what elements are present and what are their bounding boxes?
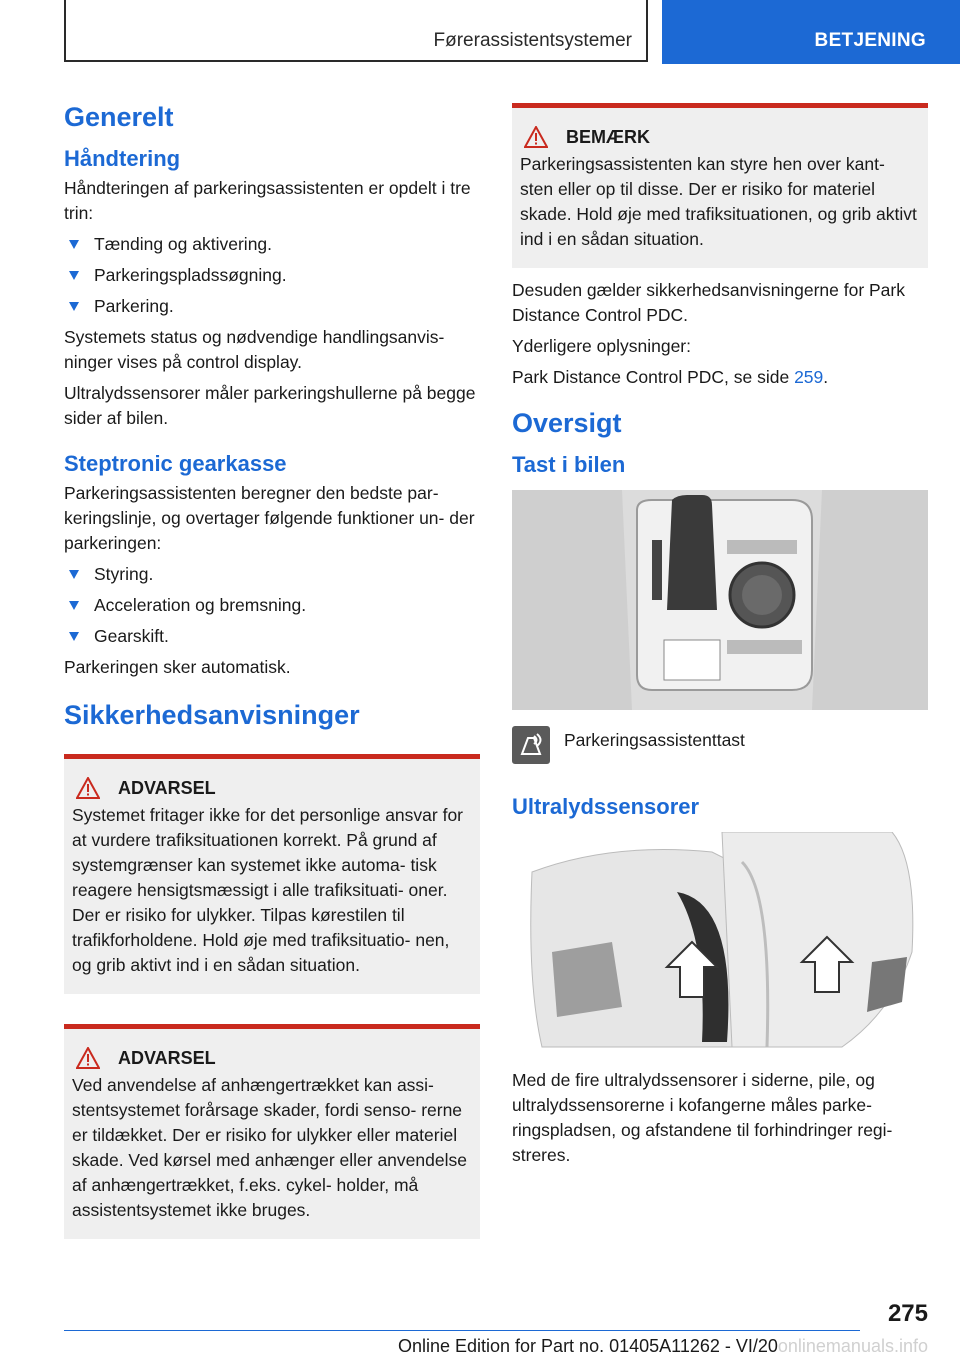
triangle-bullet-icon xyxy=(69,632,79,641)
list-item: Styring. xyxy=(64,562,480,587)
header-chapter-title: BETJENING xyxy=(814,30,926,51)
heading-generelt: Generelt xyxy=(64,102,174,132)
triangle-bullet-icon xyxy=(69,570,79,579)
paragraph: Parkeringen sker automatisk. xyxy=(64,657,291,677)
car-sensors-illustration xyxy=(512,832,928,1052)
console-image xyxy=(512,490,928,710)
paragraph: Med de fire ultralydssensorer i siderne, pile, og ultralydssensorerne i kofangerne måles parke- ringspladsen, og afstandene til forhindringer regi- streres. xyxy=(512,1070,893,1165)
warning-text: Ved anvendelse af anhængertrækket kan assi- stentsystemet forårsage skader, fordi senso- rerne er tildækket. Der er risiko for ulykker eller materiel skade. Ved kørsel med anhænger eller anvendelse af anhængertrækket, f.eks. cykel- holder, må assistentsystemet ikke bruges. xyxy=(72,1075,467,1220)
heading-tast: Tast i bilen xyxy=(512,452,626,477)
watermark: onlinemanuals.info xyxy=(777,1336,928,1356)
triangle-bullet-icon xyxy=(69,302,79,311)
note-box xyxy=(512,103,928,268)
triangle-bullet-icon xyxy=(69,271,79,280)
figure-caption xyxy=(512,726,928,764)
warning-box xyxy=(64,754,480,994)
sensors-image xyxy=(512,832,928,1052)
page-number: 275 xyxy=(887,1300,928,1327)
note-text: Parkeringsassistenten kan styre hen over kant- sten eller op til disse. Der er risiko for materiel skade. Hold øje med trafiksituationen, og grib aktivt ind i en sådan situation. xyxy=(520,154,917,249)
list-item: Gearskift. xyxy=(64,624,480,649)
paragraph: Parkeringsassistenten beregner den bedste par- keringslinje, og overtager følgende funktioner un- der parkeringen: xyxy=(64,483,475,553)
warning-text: Systemet fritager ikke for det personlige ansvar for at vurdere trafiksituationen korrekt. På grund af systemgrænser kan systemet ikke automa- tisk reagere hensigtsmæssigt i alle trafiksituati- oner. Der er risiko for ulykker. Tilpas kørestilen til trafikforholdene. Hold øje med trafiksituatio- nen, og grib aktivt ind i en sådan situation. xyxy=(72,805,464,975)
warning-triangle-icon xyxy=(524,126,548,148)
center-console-illustration xyxy=(512,490,928,710)
list-item: Parkering. xyxy=(64,294,480,319)
parking-assistant-button-icon xyxy=(512,726,550,764)
footer-divider xyxy=(64,1330,860,1331)
warning-title: ADVARSEL xyxy=(76,777,472,799)
warning-title: ADVARSEL xyxy=(76,1047,472,1069)
footer-edition: Online Edition for Part no. 01405A11262 - VI/20onlinemanuals.info xyxy=(397,1336,928,1356)
paragraph: Håndteringen af parkeringsassistenten er opdelt i tre trin: xyxy=(64,178,471,223)
triangle-bullet-icon xyxy=(69,240,79,249)
heading-ultra: Ultralydssensorer xyxy=(512,794,700,819)
heading-handtering: Håndtering xyxy=(64,146,181,171)
paragraph: Yderligere oplysninger: xyxy=(512,336,691,356)
paragraph: Desuden gælder sikkerhedsanvisningerne for Park Distance Control PDC. xyxy=(512,280,905,325)
triangle-bullet-icon xyxy=(69,601,79,610)
right-column xyxy=(512,103,928,1174)
note-title: BEMÆRK xyxy=(524,126,920,148)
caption-text: Parkeringsassistenttast xyxy=(564,730,745,750)
header-chapter-tab[interactable] xyxy=(662,0,960,64)
functions-list xyxy=(64,562,480,649)
paragraph: Systemets status og nødvendige handlingsanvis- ninger vises på control display. xyxy=(64,327,445,372)
header-section-title: Førerassistentsystemer xyxy=(433,30,632,51)
warning-triangle-icon xyxy=(76,1047,100,1069)
warning-triangle-icon xyxy=(76,777,100,799)
steps-list xyxy=(64,232,480,319)
paragraph: Park Distance Control PDC, se side 259. xyxy=(512,367,829,387)
page-link[interactable]: 259 xyxy=(794,367,824,387)
list-item: Tænding og aktivering. xyxy=(64,232,480,257)
list-item: Parkeringspladssøgning. xyxy=(64,263,480,288)
heading-sikkerhed: Sikkerhedsanvisninger xyxy=(64,700,360,730)
warning-box xyxy=(64,1024,480,1239)
paragraph: Ultralydssensorer måler parkeringshullerne på begge sider af bilen. xyxy=(64,383,476,428)
list-item: Acceleration og bremsning. xyxy=(64,593,480,618)
header-section-tab xyxy=(64,0,648,62)
heading-steptronic: Steptronic gearkasse xyxy=(64,451,287,476)
left-column xyxy=(64,100,480,1269)
heading-oversigt: Oversigt xyxy=(512,408,622,438)
